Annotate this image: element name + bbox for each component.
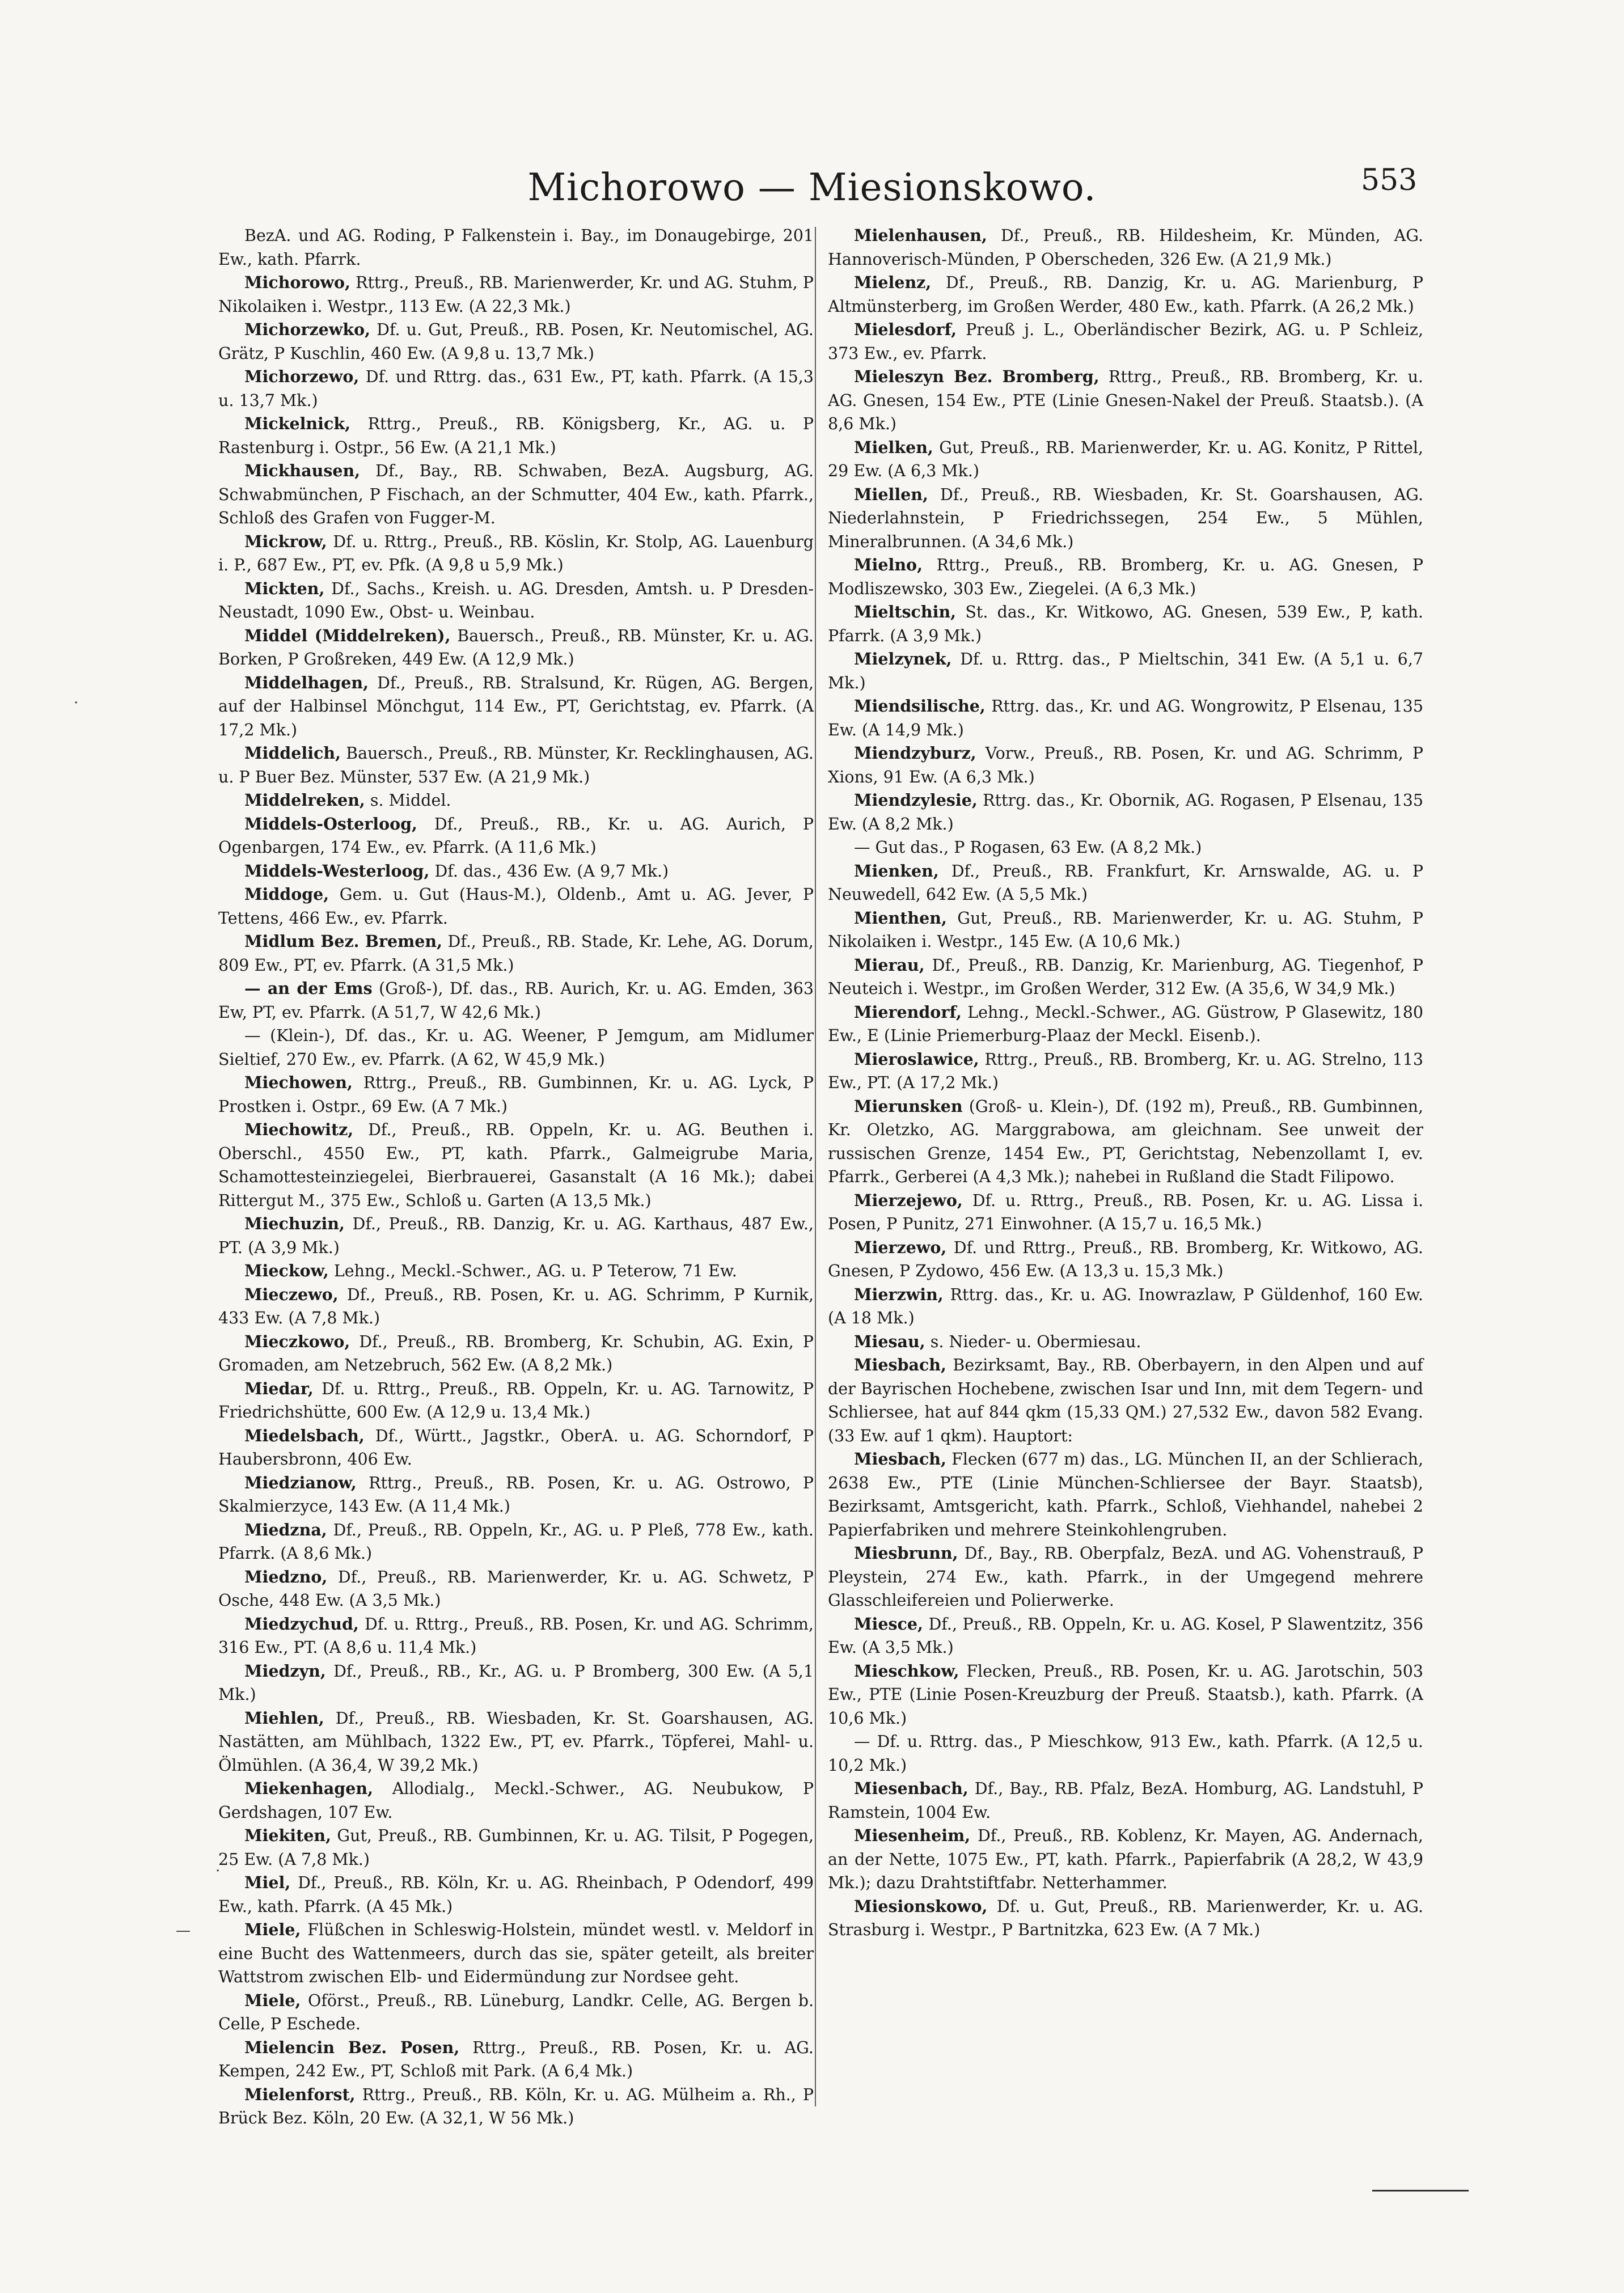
gazetteer-entry xyxy=(218,1071,814,1118)
entry-text: Df., Preuß., RB. Marienwerder, Kr. u. AG. Schwetz, P Osche, 448 Ew. (A 3,5 Mk.) xyxy=(218,1567,814,1610)
entry-headword: Miellen, xyxy=(854,484,928,504)
entry-headword: Miesbrunn, xyxy=(854,1543,958,1563)
entry-text: Lehng., Meckl.-Schwer., AG. Güstrow, P Glasewitz, 180 Ew., E (Linie Priemerburg-Plaaz der Meckl. Eisenb.). xyxy=(828,1002,1423,1045)
entry-text: BezA. und AG. Roding, P Falkenstein i. Bay., im Donaugebirge, 201 Ew., kath. Pfarrk. xyxy=(218,226,814,269)
entry-text: Flecken, Preuß., RB. Posen, Kr. u. AG. Jarotschin, 503 Ew., PTE (Linie Posen-Kreuzburg der Preuß. Staatsb.), kath. Pfarrk. (A 10,6 Mk.) xyxy=(828,1661,1423,1728)
entry-text: Gut, Preuß., RB. Marienwerder, Kr. u. AG. Stuhm, P Nikolaiken i. Westpr., 145 Ew. (A 10,6 Mk.) xyxy=(828,908,1424,951)
gazetteer-entry xyxy=(828,954,1423,1001)
entry-text: Vorw., Preuß., RB. Posen, Kr. und AG. Schrimm, P Xions, 91 Ew. (A 6,3 Mk.) xyxy=(828,744,1423,786)
entry-text: Df., Preuß., RB. Posen, Kr. u. AG. Schrimm, P Kurnik, 433 Ew. (A 7,8 Mk.) xyxy=(218,1285,814,1327)
entry-headword: Mieczewo, xyxy=(244,1284,339,1304)
gazetteer-entry xyxy=(218,671,814,742)
entry-headword: Miendsilische, xyxy=(854,696,986,716)
entry-text: Df. u. Rttrg. das., P Mieltschin, 341 Ew. (A 5,1 u. 6,7 Mk.) xyxy=(828,650,1424,692)
entry-headword: Miesbach, xyxy=(854,1355,946,1374)
entry-headword: Mierendorf, xyxy=(854,1002,962,1022)
margin-mark: · xyxy=(74,695,79,712)
gazetteer-entry xyxy=(828,1542,1423,1613)
entry-text: Flecken (677 m) das., LG. München II, an der Schlierach, 2638 Ew., PTE (Linie München-Schliersee der Bayr. Staatsb), Bezirksamt, Amtsgericht, kath. Pfarrk., Schloß, Viehhandel, nahebei 2 Papierfabriken und mehrere Steinkohlengruben. xyxy=(828,1450,1424,1539)
entry-headword: Middels-Westerloog, xyxy=(244,861,430,881)
entry-text: s. Middel. xyxy=(370,791,451,810)
gazetteer-entry xyxy=(218,530,814,577)
gazetteer-entry xyxy=(828,1895,1423,1942)
entry-headword: Michorzewo, xyxy=(244,367,360,386)
gazetteer-entry xyxy=(218,412,814,459)
entry-headword: Mielesdorf, xyxy=(854,320,957,339)
gazetteer-entry xyxy=(218,1024,814,1071)
entry-headword: Mieckow, xyxy=(244,1261,329,1280)
gazetteer-entry xyxy=(828,1353,1423,1448)
gazetteer-entry xyxy=(218,930,814,977)
gazetteer-entry xyxy=(218,1283,814,1330)
entry-text: Gut, Preuß., RB. Marienwerder, Kr. u. AG. Konitz, P Rittel, 29 Ew. (A 6,3 Mk.) xyxy=(828,438,1424,480)
entry-text: Df. u. Rttrg., Preuß., RB. Oppeln, Kr. u. AG. Tarnowitz, P Friedrichshütte, 600 Ew. (A 12,9 u. 13,4 Mk.) xyxy=(218,1379,814,1422)
entry-text: Df., Preuß., RB. Danzig, Kr. Marienburg, AG. Tiegenhof, P Neuteich i. Westpr., im Großen Werder, 312 Ew. (A 35,6, W 34,9 Mk.) xyxy=(828,955,1423,998)
entry-text: Gem. u. Gut (Haus-M.), Oldenb., Amt u. AG. Jever, P Tettens, 466 Ew., ev. Pfarrk. xyxy=(218,885,814,928)
gazetteer-entry xyxy=(218,1871,814,1918)
entry-headword: Miesionskowo, xyxy=(854,1896,988,1916)
entry-text: Df. und Rttrg., Preuß., RB. Bromberg, Kr. Witkowo, AG. Gnesen, P Zydowo, 456 Ew. (A 13,3 u. 15,3 Mk.) xyxy=(828,1238,1423,1280)
page-number: 553 xyxy=(1361,163,1418,197)
entry-text: Df., Preuß., RB. Stralsund, Kr. Rügen, AG. Bergen, auf der Halbinsel Mönchgut, 114 Ew., PT, Gerichtstag, ev. Pfarrk. (A 17,2 Mk.) xyxy=(218,673,814,739)
entry-text: Bauersch., Preuß., RB. Münster, Kr. u. AG. Borken, P Großreken, 449 Ew. (A 12,9 Mk.) xyxy=(218,626,814,669)
entry-text: (Groß-), Df. das., RB. Aurich, Kr. u. AG. Emden, 363 Ew, PT, ev. Pfarrk. (A 51,7, W 42,6 Mk.) xyxy=(218,979,814,1022)
entry-text: Bauersch., Preuß., RB. Münster, Kr. Recklinghausen, AG. u. P Buer Bez. Münster, 537 Ew. (A 21,9 Mk.) xyxy=(218,744,814,786)
entry-headword: Mierzejewo, xyxy=(854,1190,963,1210)
gazetteer-entry xyxy=(218,883,814,930)
entry-headword: Midlum Bez. Bremen, xyxy=(244,932,443,951)
gazetteer-entry xyxy=(218,1424,814,1471)
gazetteer-entry xyxy=(828,1048,1423,1095)
entry-headword: Miechowitz, xyxy=(244,1120,354,1139)
entry-headword: Mierzwin, xyxy=(854,1284,944,1304)
entry-headword: Miendzyburz, xyxy=(854,743,976,763)
entry-headword: Mielenz, xyxy=(854,273,932,292)
entry-text: Df. das., 436 Ew. (A 9,7 Mk.) xyxy=(434,861,669,881)
entry-headword: Mielenforst, xyxy=(244,2084,356,2104)
entry-headword: Middels-Osterloog, xyxy=(244,814,417,834)
entry-text: Df., Preuß., RB. Bromberg, Kr. Schubin, AG. Exin, P Gromaden, am Netzebruch, 562 Ew. (A 8,2 Mk.) xyxy=(218,1332,814,1374)
gazetteer-entry xyxy=(218,2036,814,2083)
entry-text: St. das., Kr. Witkowo, AG. Gnesen, 539 Ew., P, kath. Pfarrk. (A 3,9 Mk.) xyxy=(828,603,1423,645)
entry-text: Allodialg., Meckl.-Schwer., AG. Neubukow, P Gerdshagen, 107 Ew. xyxy=(218,1779,814,1822)
gazetteer-entry xyxy=(218,1613,814,1660)
entry-text: Rttrg., Preuß., RB. Gumbinnen, Kr. u. AG. Lyck, P Prostken i. Ostpr., 69 Ew. (A 7 Mk.) xyxy=(218,1073,814,1116)
entry-text: Rttrg. das., Kr. Obornik, AG. Rogasen, P Elsenau, 135 Ew. (A 8,2 Mk.) xyxy=(828,791,1423,834)
entry-headword: Mielno, xyxy=(854,555,923,574)
entry-text: Df., Preuß., RB. Danzig, Kr. u. AG. Marienburg, P Altmünsterberg, im Großen Werder, 480 Ew., kath. Pfarrk. (A 26,2 Mk.) xyxy=(828,273,1423,316)
entry-text: Df. u. Rttrg., Preuß., RB. Posen, Kr. und AG. Schrimm, 316 Ew., PT. (A 8,6 u. 11,4 Mk.) xyxy=(218,1614,814,1657)
entry-text: Df., Preuß., RB. Wiesbaden, Kr. St. Goarshausen, AG. Niederlahnstein, P Friedrichssegen, 254 Ew., 5 Mühlen, Mineralbrunnen. (A 34,6 Mk.) xyxy=(828,485,1423,551)
entry-headword: Mickten, xyxy=(244,578,325,598)
entry-text: Df., Preuß., RB. Oppeln, Kr., AG. u. P Pleß, 778 Ew., kath. Pfarrk. (A 8,6 Mk.) xyxy=(218,1520,814,1563)
entry-text: Df., Preuß., RB. Oppeln, Kr. u. AG. Kosel, P Slawentzitz, 356 Ew. (A 3,5 Mk.) xyxy=(828,1614,1424,1657)
entry-headword: Mierunsken xyxy=(854,1096,963,1116)
entry-headword: Mielken, xyxy=(854,437,933,457)
entry-headword: Michorowo, xyxy=(244,273,350,292)
entry-text: Df. u. Gut, Preuß., RB. Marienwerder, Kr. u. AG. Strasburg i. Westpr., P Bartnitzka, 623 Ew. (A 7 Mk.) xyxy=(828,1897,1424,1939)
gazetteer-entry xyxy=(828,318,1423,365)
gazetteer-entry xyxy=(218,1777,814,1824)
gazetteer-entry xyxy=(218,1118,814,1212)
entry-text: Rttrg., Preuß., RB. Posen, Kr. u. AG. Kempen, 242 Ew., PT, Schloß mit Park. (A 6,4 Mk.) xyxy=(218,2038,814,2080)
entry-text: Df., Preuß., RB. Wiesbaden, Kr. St. Goarshausen, AG. Nastätten, am Mühlbach, 1322 Ew., PT, ev. Pfarrk., Töpferei, Mahl- u. Ölmühlen. (A 36,4, W 39,2 Mk.) xyxy=(218,1708,814,1775)
gazetteer-entry xyxy=(828,1777,1423,1824)
gazetteer-entry xyxy=(828,907,1423,954)
entry-text: Df., Württ., Jagstkr., OberA. u. AG. Schorndorf, P Haubersbronn, 406 Ew. xyxy=(218,1426,814,1469)
entry-text: Oförst., Preuß., RB. Lüneburg, Landkr. Celle, AG. Bergen b. Celle, P Eschede. xyxy=(218,1991,814,2033)
entry-headword: Miechowen, xyxy=(244,1073,353,1092)
entry-text: Df., Preuß., RB. Köln, Kr. u. AG. Rheinbach, P Odendorf, 499 Ew., kath. Pfarrk. (A 45 Mk.) xyxy=(218,1873,814,1916)
entry-headword: Miele, xyxy=(244,1920,301,1939)
gazetteer-entry xyxy=(828,789,1423,836)
entry-text: Df., Preuß., RB., Kr., AG. u. P Bromberg, 300 Ew. (A 5,1 Mk.) xyxy=(218,1661,814,1704)
entry-text: Rttrg., Preuß., RB. Marienwerder, Kr. und AG. Stuhm, P Nikolaiken i. Westpr., 113 Ew. (A 22,3 Mk.) xyxy=(218,273,814,316)
entry-text: Df., Preuß., RB. Danzig, Kr. u. AG. Karthaus, 487 Ew., PT. (A 3,9 Mk.) xyxy=(218,1215,814,1257)
entry-text: Rttrg. das., Kr. u. AG. Inowrazlaw, P Güldenhof, 160 Ew. (A 18 Mk.) xyxy=(828,1285,1423,1327)
gazetteer-entry xyxy=(218,1259,814,1283)
gazetteer-entry xyxy=(218,1989,814,2036)
right-column xyxy=(828,224,1423,1942)
entry-headword: Mielenhausen, xyxy=(854,226,987,245)
gazetteer-entry xyxy=(218,318,814,365)
entry-text: Df., Bay., RB. Schwaben, BezA. Augsburg, AG. Schwabmünchen, P Fischach, an der Schmutter, 404 Ew., kath. Pfarrk., Schloß des Grafen von Fugger-M. xyxy=(218,462,814,527)
entry-text: Df. u. Rttrg., Preuß., RB. Posen, Kr. u. AG. Lissa i. Posen, P Punitz, 271 Einwohner. (A 15,7 u. 16,5 Mk.) xyxy=(828,1191,1423,1233)
margin-mark: · xyxy=(215,1863,221,1880)
entry-headword: Miendzylesie, xyxy=(854,790,978,810)
entry-headword: Middelhagen, xyxy=(244,672,369,692)
entry-headword: Miesenheim, xyxy=(854,1826,971,1845)
entry-headword: Mienken, xyxy=(854,861,939,881)
entry-headword: Mierau, xyxy=(854,955,925,975)
entry-text: Df. u. Rttrg., Preuß., RB. Köslin, Kr. Stolp, AG. Lauenburg i. P., 687 Ew., PT, ev. Pfk. (A 9,8 u 5,9 Mk.) xyxy=(218,532,814,574)
entry-headword: Middelreken, xyxy=(244,790,365,810)
entry-text: Df., Preuß., RB. Frankfurt, Kr. Arnswalde, AG. u. P Neuwedell, 642 Ew. (A 5,5 Mk.) xyxy=(828,861,1423,904)
entry-headword: Mieroslawice, xyxy=(854,1049,979,1069)
gazetteer-entry xyxy=(828,1283,1423,1330)
entry-text: Df., Bay., RB. Pfalz, BezA. Homburg, AG. Landstuhl, P Ramstein, 1004 Ew. xyxy=(828,1779,1424,1822)
entry-headword: Miekenhagen, xyxy=(244,1779,373,1798)
column-divider xyxy=(815,227,816,2106)
entry-headword: Miedar, xyxy=(244,1378,314,1398)
gazetteer-entry xyxy=(828,224,1423,271)
entry-text: s. Nieder- u. Obermiesau. xyxy=(930,1332,1141,1351)
entry-text: Df. und Rttrg. das., 631 Ew., PT, kath. Pfarrk. (A 15,3 u. 13,7 Mk.) xyxy=(218,367,814,410)
entry-headword: Mierzewo, xyxy=(854,1237,947,1257)
gazetteer-entry xyxy=(828,271,1423,318)
gazetteer-entry xyxy=(218,224,814,271)
gazetteer-entry xyxy=(218,365,814,412)
gazetteer-entry xyxy=(828,436,1423,483)
running-head-title: Michorowo — Miesionskowo. xyxy=(527,166,1097,209)
gazetteer-entry xyxy=(828,483,1423,554)
entry-text: Rttrg., Preuß., RB. Köln, Kr. u. AG. Mülheim a. Rh., P Brück Bez. Köln, 20 Ew. (A 32,1, W 56 Mk.) xyxy=(218,2085,814,2127)
entry-headword: Mielzynek, xyxy=(854,649,952,669)
gazetteer-entry xyxy=(218,1377,814,1424)
bottom-rule xyxy=(1372,2190,1469,2192)
entry-headword: Mielencin Bez. Posen, xyxy=(244,2037,460,2057)
gazetteer-entry xyxy=(828,1824,1423,1895)
entry-headword: Miedzno, xyxy=(244,1567,328,1587)
entry-headword: Miesce, xyxy=(854,1614,923,1634)
gazetteer-entry xyxy=(218,1330,814,1377)
gazetteer-entry xyxy=(828,1189,1423,1236)
entry-headword: Mieleszyn Bez. Bromberg, xyxy=(854,367,1099,386)
entry-text: Df., Preuß., RB. Koblenz, Kr. Mayen, AG. Andernach, an der Nette, 1075 Ew., PT, kath. Pfarrk., Papierfabrik (A 28,2, W 43,9 Mk.); dazu Drahtstiftfabr. Netterhammer. xyxy=(828,1826,1423,1892)
gazetteer-entry xyxy=(218,977,814,1024)
entry-text: Preuß j. L., Oberländischer Bezirk, AG. u. P Schleiz, 373 Ew., ev. Pfarrk. xyxy=(828,320,1424,363)
gazetteer-entry xyxy=(828,1236,1423,1283)
entry-headword: Miedzyn, xyxy=(244,1661,326,1681)
gazetteer-entry xyxy=(218,2083,814,2130)
entry-headword: Miedzianow, xyxy=(244,1473,357,1492)
entry-text: — (Klein-), Df. das., Kr. u. AG. Weener, P Jemgum, am Midlumer Sieltief, 270 Ew., ev. Pfarrk. (A 62, W 45,9 Mk.) xyxy=(218,1026,814,1069)
entry-text: Df., Bay., RB. Oberpfalz, BezA. und AG. Vohenstrauß, P Pleystein, 274 Ew., kath. Pfarrk., in der Umgegend mehrere Glasschleifereien und Polierwerke. xyxy=(828,1544,1424,1610)
gazetteer-entry xyxy=(218,789,814,813)
entry-text: Df., Preuß., RB. Hildesheim, Kr. Münden, AG. Hannoverisch-Münden, P Oberscheden, 326 Ew. (A 21,9 Mk.) xyxy=(828,226,1424,269)
entry-headword: Mienthen, xyxy=(854,908,947,928)
entry-text: — Gut das., P Rogasen, 63 Ew. (A 8,2 Mk.) xyxy=(854,838,1202,857)
entry-text: Flüßchen in Schleswig-Holstein, mündet westl. v. Meldorf in eine Bucht des Wattenmeers, durch das sie, später geteilt, als breiter Wattstrom zwischen Elb- und Eidermündung zur Nordsee geht. xyxy=(218,1920,814,1986)
entry-headword: Mickhausen, xyxy=(244,461,361,480)
entry-headword: Mieltschin, xyxy=(854,602,957,621)
gazetteer-entry xyxy=(828,1330,1423,1354)
gazetteer-entry xyxy=(828,836,1423,860)
entry-text: Rttrg. das., Kr. und AG. Wongrowitz, P Elsenau, 135 Ew. (A 14,9 Mk.) xyxy=(828,697,1424,739)
entry-headword: Miedelsbach, xyxy=(244,1425,365,1445)
gazetteer-entry xyxy=(218,1660,814,1707)
gazetteer-entry xyxy=(828,695,1423,742)
gazetteer-entry xyxy=(218,1824,814,1871)
gazetteer-entry xyxy=(828,1001,1423,1048)
gazetteer-entry xyxy=(828,1730,1423,1777)
gazetteer-entry xyxy=(218,459,814,530)
entry-text: Rttrg., Preuß., RB. Königsberg, Kr., AG. u. P Rastenburg i. Ostpr., 56 Ew. (A 21,1 Mk.) xyxy=(218,414,814,457)
entry-headword: Mieschkow, xyxy=(854,1661,959,1681)
entry-text: Df. u. Gut, Preuß., RB. Posen, Kr. Neutomischel, AG. Grätz, P Kuschlin, 460 Ew. (A 9,8 u. 13,7 Mk.) xyxy=(218,320,814,363)
entry-text: Rttrg., Preuß., RB. Bromberg, Kr. u. AG. Gnesen, 154 Ew., PTE (Linie Gnesen-Nakel der Preuß. Staatsb.). (A 8,6 Mk.) xyxy=(828,367,1423,433)
entry-headword: Middoge, xyxy=(244,885,329,904)
entry-headword: Middel (Middelreken), xyxy=(244,625,451,645)
gazetteer-entry xyxy=(218,1918,814,1989)
entry-text: Rttrg., Preuß., RB. Bromberg, Kr. u. AG. Strelno, 113 Ew., PT. (A 17,2 Mk.) xyxy=(828,1050,1423,1092)
entry-headword: Miesenbach, xyxy=(854,1779,969,1798)
margin-mark: — xyxy=(176,1922,191,1939)
gazetteer-entry xyxy=(218,271,814,318)
gazetteer-entry xyxy=(218,624,814,671)
entry-text: — Df. u. Rttrg. das., P Mieschkow, 913 Ew., kath. Pfarrk. (A 12,5 u. 10,2 Mk.) xyxy=(828,1732,1423,1775)
gazetteer-entry xyxy=(828,1660,1423,1731)
entry-headword: Miel, xyxy=(244,1873,291,1892)
gazetteer-entry xyxy=(828,553,1423,600)
gazetteer-entry xyxy=(828,860,1423,907)
entry-text: Df., Sachs., Kreish. u. AG. Dresden, Amtsh. u. P Dresden-Neustadt, 1090 Ew., Obst- u. Weinbau. xyxy=(218,579,814,621)
entry-text: Rttrg., Preuß., RB. Posen, Kr. u. AG. Ostrowo, P Skalmierzyce, 143 Ew. (A 11,4 Mk.) xyxy=(218,1473,814,1516)
entry-text: Df., Preuß., RB. Stade, Kr. Lehe, AG. Dorum, 809 Ew., PT, ev. Pfarrk. (A 31,5 Mk.) xyxy=(218,932,814,975)
gazetteer-entry xyxy=(828,742,1423,789)
entry-headword: Miele, xyxy=(244,1990,301,2010)
entry-headword: Michorzewko, xyxy=(244,320,371,339)
entry-headword: Miesau, xyxy=(854,1331,925,1351)
entry-text: Lehng., Meckl.-Schwer., AG. u. P Teterow, 71 Ew. xyxy=(333,1262,737,1280)
gazetteer-entry xyxy=(218,1471,814,1518)
gazetteer-entry xyxy=(218,742,814,789)
entry-headword: Miechuzin, xyxy=(244,1214,345,1233)
entry-text: Df., Preuß., RB., Kr. u. AG. Aurich, P Ogenbargen, 174 Ew., ev. Pfarrk. (A 11,6 Mk.) xyxy=(218,814,814,857)
gazetteer-entry xyxy=(218,577,814,624)
entry-text: Df., Preuß., RB. Oppeln, Kr. u. AG. Beuthen i. Oberschl., 4550 Ew., PT, kath. Pfarrk., Galmeigrube Maria, Schamottesteinziegelei, Bierbrauerei, Gasanstalt (A 16 Mk.); dabei Rittergut M., 375 Ew., Schloß u. Garten (A 13,5 Mk.) xyxy=(218,1120,814,1210)
entry-text: (Groß- u. Klein-), Df. (192 m), Preuß., RB. Gumbinnen, Kr. Oletzko, AG. Marggrabowa, am gleichnam. See unweit der russischen Grenze, 1454 Ew., PT, Gerichtstag, Nebenzollamt I, ev. Pfarrk., Gerberei (A 4,3 Mk.); nahebei in Rußland die Stadt Filipowo. xyxy=(828,1097,1423,1186)
entry-text: Rttrg., Preuß., RB. Bromberg, Kr. u. AG. Gnesen, P Modliszewsko, 303 Ew., Ziegelei. (A 6,3 Mk.) xyxy=(828,556,1424,598)
entry-headword: Miesbach, xyxy=(854,1449,946,1469)
entry-headword: Miehlen, xyxy=(244,1708,324,1728)
gazetteer-entry xyxy=(828,600,1423,648)
left-column xyxy=(218,224,814,2130)
gazetteer-entry xyxy=(218,813,814,860)
gazetteer-entry xyxy=(828,648,1423,695)
entry-headword: Middelich, xyxy=(244,743,341,763)
gazetteer-entry xyxy=(218,1566,814,1613)
gazetteer-entry xyxy=(218,1707,814,1778)
entry-headword: Miekiten, xyxy=(244,1826,332,1845)
gazetteer-entry xyxy=(828,1095,1423,1189)
entry-text: Gut, Preuß., RB. Gumbinnen, Kr. u. AG. Tilsit, P Pogegen, 25 Ew. (A 7,8 Mk.) xyxy=(218,1826,814,1869)
entry-headword: — an der Ems xyxy=(244,979,373,998)
entry-headword: Mieczkowo, xyxy=(244,1331,350,1351)
gazetteer-entry xyxy=(218,1212,814,1259)
gazetteer-entry xyxy=(828,1613,1423,1660)
entry-headword: Mickelnick, xyxy=(244,414,351,433)
gazetteer-entry xyxy=(828,1448,1423,1542)
gazetteer-entry xyxy=(218,860,814,883)
gazetteer-entry xyxy=(828,365,1423,436)
gazetteer-entry xyxy=(218,1518,814,1566)
entry-text: Bezirksamt, Bay., RB. Oberbayern, in den Alpen und auf der Bayrischen Hochebene, zwischen Isar und Inn, mit dem Tegern- und Schliersee, hat auf 844 qkm (15,33 QM.) 27,532 Ew., davon 582 Evang. (33 Ew. auf 1 qkm). Hauptort: xyxy=(828,1356,1423,1445)
entry-headword: Mickrow, xyxy=(244,531,327,551)
entry-headword: Miedzychud, xyxy=(244,1614,359,1634)
entry-headword: Miedzna, xyxy=(244,1520,327,1539)
